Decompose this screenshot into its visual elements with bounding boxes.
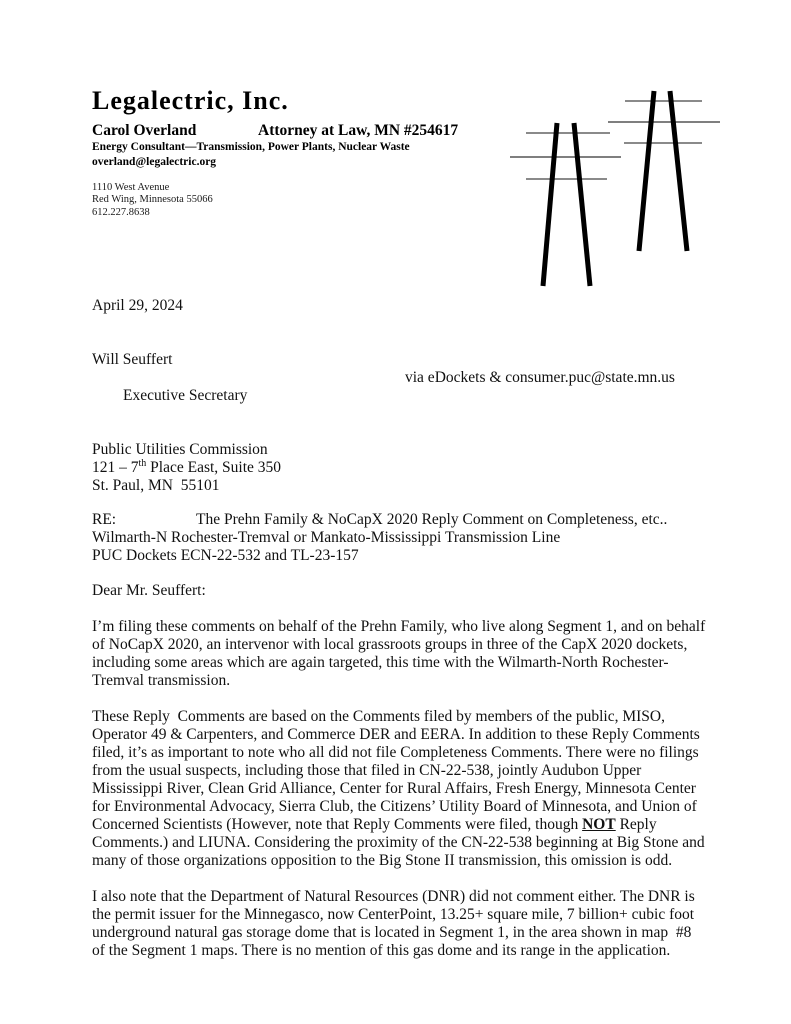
recipient-title-row xyxy=(92,369,706,441)
street-ordinal: th xyxy=(138,457,147,469)
re-label: RE: xyxy=(92,511,117,528)
letter-date: April 29, 2024 xyxy=(92,297,183,314)
recipient-block xyxy=(92,351,706,495)
letterhead-tagline: Energy Consultant—Transmission, Power Plants, Nuclear Waste xyxy=(92,141,410,153)
attorney-title: Attorney at Law, MN #254617 xyxy=(258,122,459,139)
re-block xyxy=(92,511,706,565)
letter-body xyxy=(92,0,710,960)
company-name: Legalectric, Inc. xyxy=(92,86,289,115)
street-rest: Place East, Suite 350 xyxy=(146,459,282,476)
attorney-name: Carol Overland xyxy=(92,122,197,139)
recipient-city: St. Paul, MN 55101 xyxy=(92,477,220,494)
paragraph-2-text: These Reply Comments are based on the Comments filed by members of the public, MISO, Operator 49 & Carpenters, and Commerce DER and EERA. In addition to these Reply Comments filed, it’s as important to note who all did not file Completeness Comments. There were no filings from the usual suspects, including those that filed in CN-22-538, jointly Audubon Upper Mississippi River, Clean Grid Alliance, Center for Rural Affairs, Fresh Energy, Minnesota Center for Environmental Advocacy, Sierra Club, the Citizens’ Utility Board of Minnesota, and Union of Concerned Scientists (However, note that Reply Comments were filed, though xyxy=(92,708,704,833)
street-number: 121 – 7 xyxy=(92,459,139,476)
paragraph-2-text-cont: Reply Comments.) and LIUNA. Considering the proximity of the CN-22-538 beginning at Big Stone and many of those organizations opposition to the Big Stone II transmission, this omission is odd. xyxy=(92,816,709,869)
letterhead-phone: 612.227.8638 xyxy=(92,206,150,218)
paragraph-1: I’m filing these comments on behalf of the Prehn Family, who live along Segment 1, and on behalf of NoCapX 2020, an intervenor with local grassroots groups in three of the CapX 2020 dockets, including some areas which are again targeted, this time with the Wilmarth-North Rochester-Tremval transmission. xyxy=(92,618,710,689)
re-line-3: PUC Dockets ECN-22-532 and TL-23-157 xyxy=(92,547,359,564)
salutation: Dear Mr. Seuffert: xyxy=(92,582,206,599)
letterhead-email: overland@legalectric.org xyxy=(92,156,217,168)
paragraph-2 xyxy=(92,708,709,870)
re-line-2: Wilmarth-N Rochester-Tremval or Mankato-Mississippi Transmission Line xyxy=(92,529,561,546)
recipient-org: Public Utilities Commission xyxy=(92,441,268,458)
letterhead-city: Red Wing, Minnesota 55066 xyxy=(92,194,213,206)
paragraph-3: I also note that the Department of Natural Resources (DNR) did not comment either. The DNR is the permit issuer for the Minnegasco, now CenterPoint, 13.25+ square mile, 7 billion+ cubic foot underground natural gas storage dome that is located in Segment 1, in the area shown in map #8 of the Segment 1 maps. There is no mention of this gas dome and its range in the application. xyxy=(92,888,699,959)
recipient-name: Will Seuffert xyxy=(92,351,173,368)
delivery-method-note: via eDockets & consumer.puc@state.mn.us xyxy=(405,369,675,386)
paragraph-2-emphasis-not: NOT xyxy=(582,816,616,833)
recipient-street xyxy=(92,459,706,477)
letterhead-street: 1110 West Avenue xyxy=(92,182,170,193)
re-subject: The Prehn Family & NoCapX 2020 Reply Comment on Completeness, etc.. xyxy=(196,511,668,528)
re-line-1 xyxy=(92,511,706,529)
recipient-title: Executive Secretary xyxy=(123,387,248,404)
